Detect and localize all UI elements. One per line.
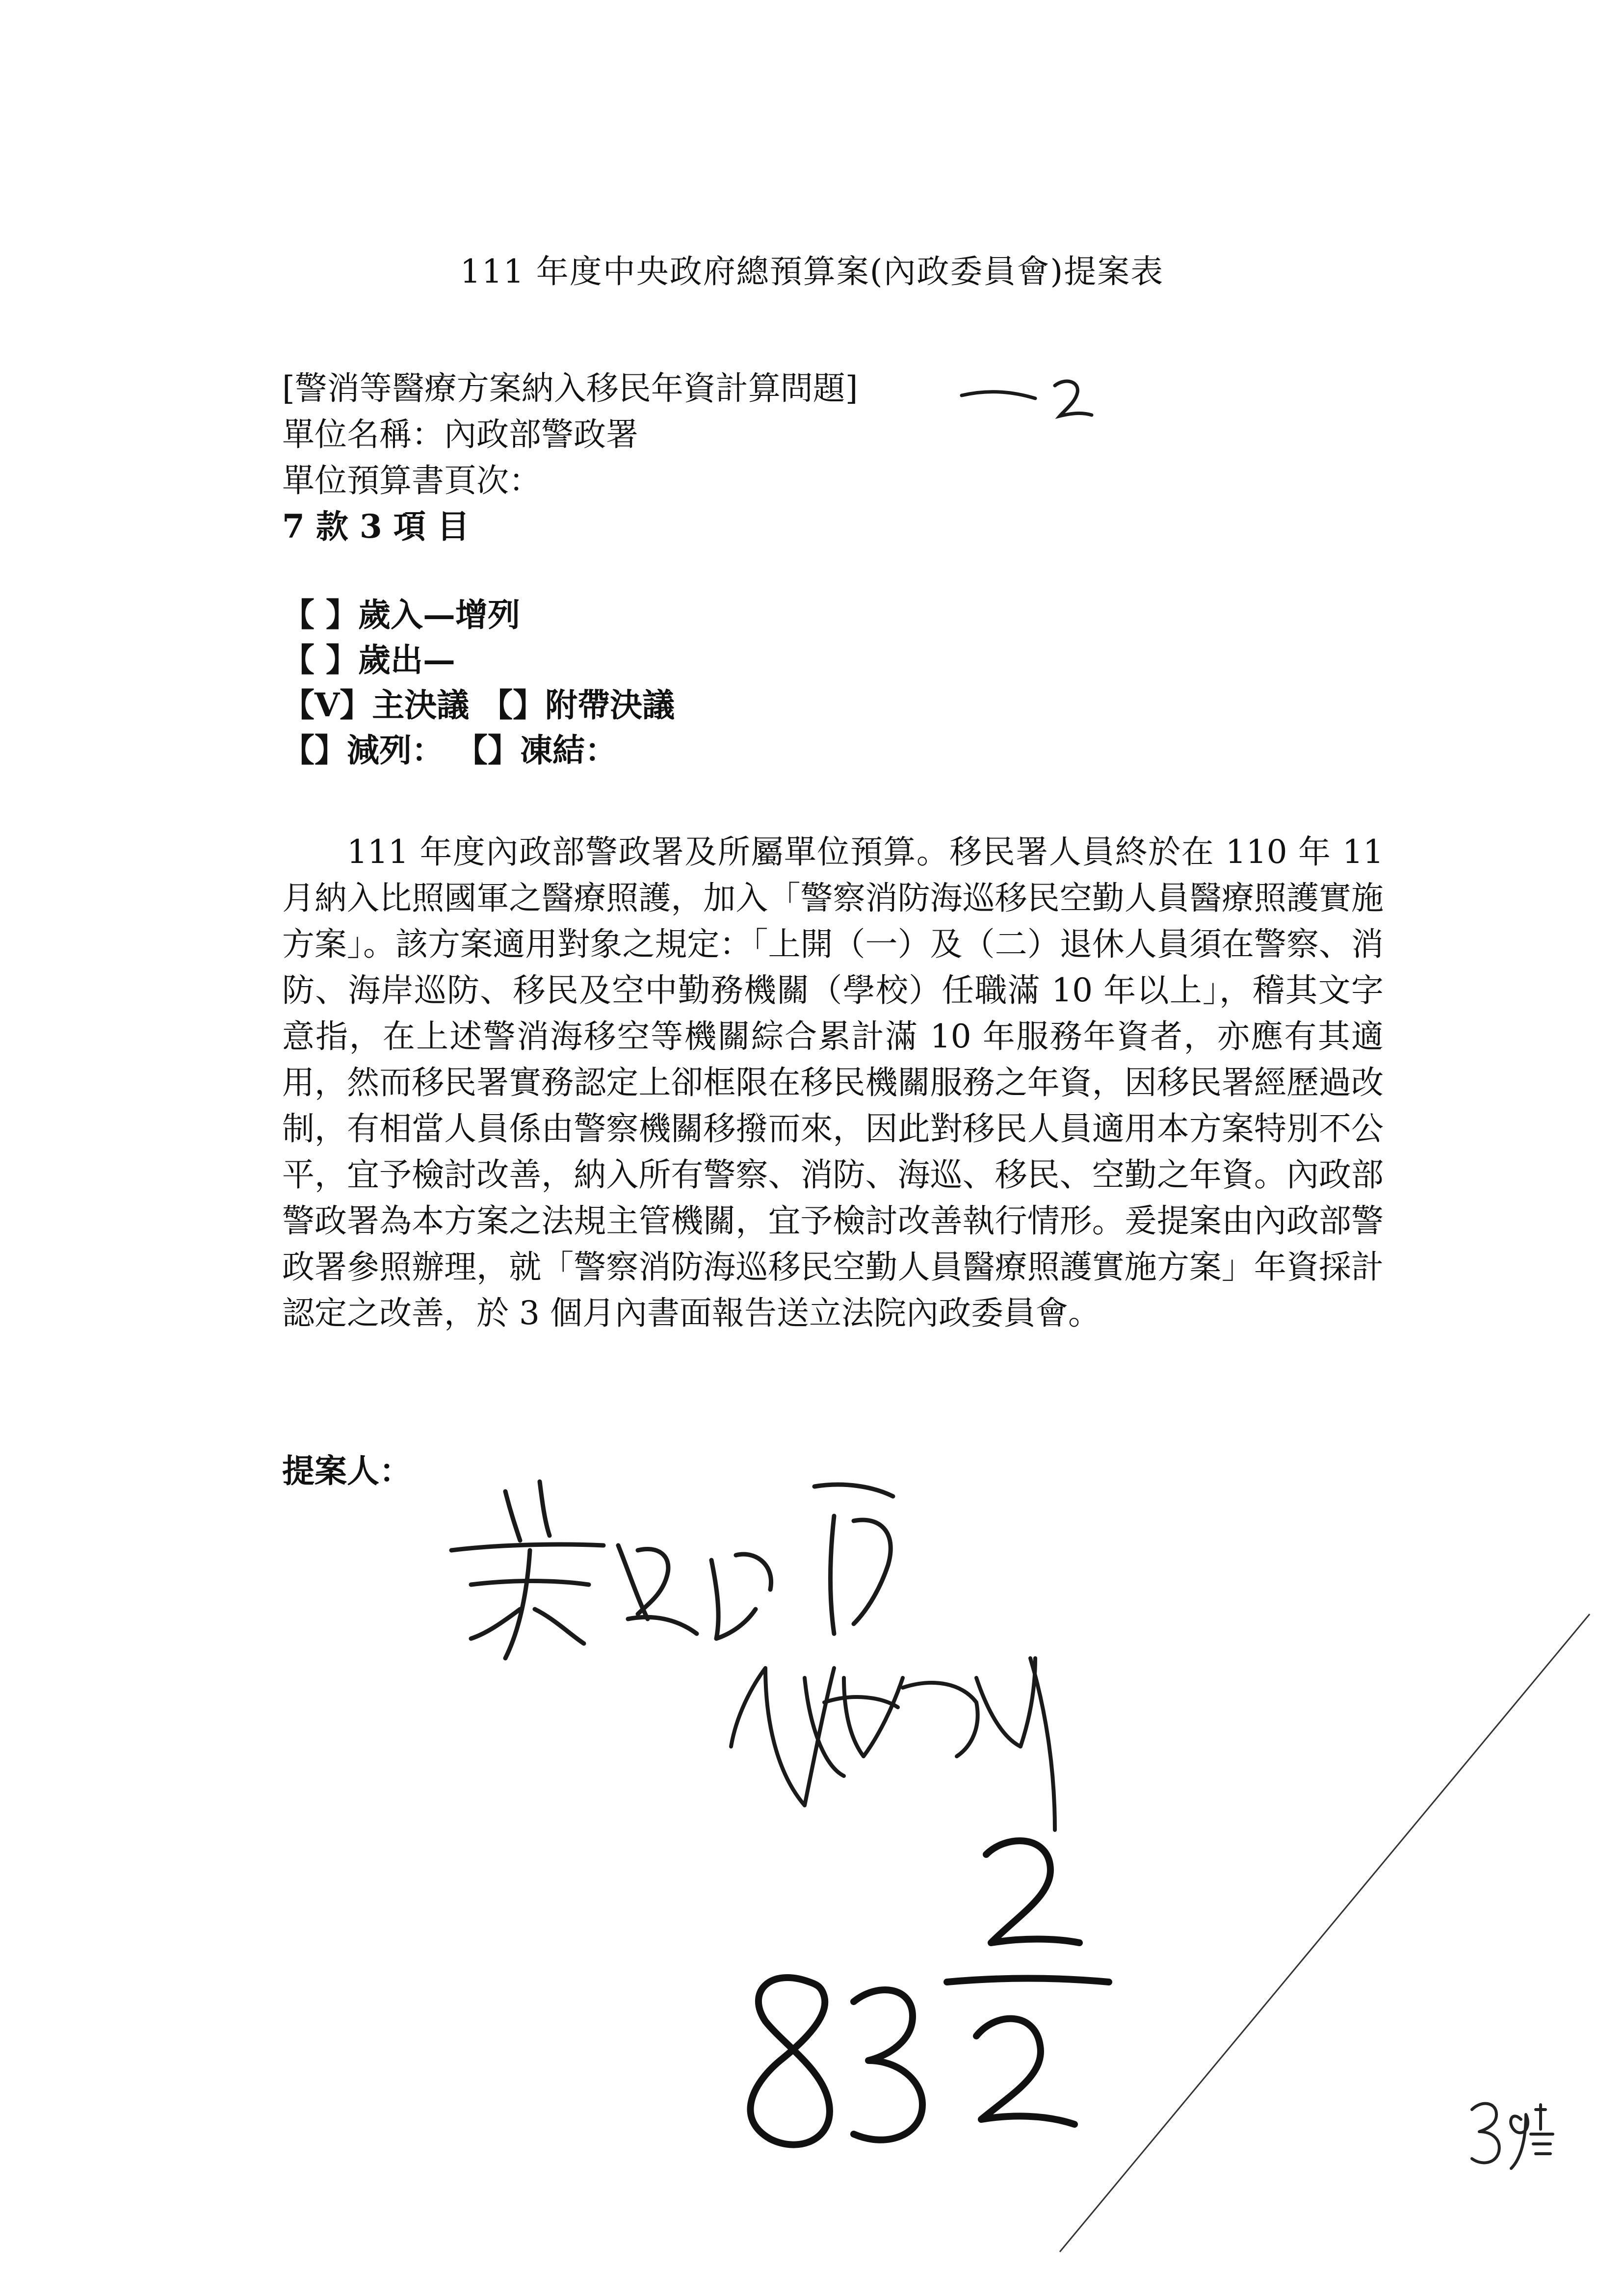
budget-page-ref: 單位預算書頁次： — [282, 462, 541, 499]
topic-handwritten-mark — [962, 381, 1092, 416]
budget-item-ref: 7 款 3 項 目 — [282, 507, 470, 546]
signature-1 — [451, 1482, 893, 1658]
proposer-label: 提案人： — [282, 1452, 412, 1490]
option-resolution: 【V】主決議 【】附帶決議 — [282, 686, 675, 724]
proposal-body: 111 年度內政部警政署及所屬單位預算。移民署人員終於在 110 年 11 月納入比照國軍之醫療照護，加入「警察消防海巡移民空勤人員醫療照護實施方案」。該方案適用對象之規定：「上開（一）及（二）退休人員須在警察、消防、海岸巡防、移民及空中勤務機關（學校）任職滿 10 年以上」，稽其文字意指，在上述警消海移空等機關綜合累計滿 10 年服務年資者，亦應有其適用，然而移民署實務認定上卻框限在移民機關服務之年資，因移民署經歷過改制，有相當人員係由警察機關移撥而來，因此對移民人員適用本方案特別不公平，宜予檢討改善，納入所有警察、消防、海巡、移民、空勤之年資。內政部警政署為本方案之法規主管機關，宜予檢討改善執行情形。爰提案由內政部警政署參照辦理，就「警察消防海巡移民空勤人員醫療照護實施方案」年資採計認定之改善，於 3 個月內書面報告送立法院內政委員會。 — [282, 833, 1384, 1332]
option-expenditure: 【 】歲出— — [282, 641, 455, 679]
handwritten-number — [751, 1841, 1109, 2144]
diagonal-strike-line — [1060, 1614, 1590, 2252]
document-title: 111 年度中央政府總預算案(內政委員會)提案表 — [460, 253, 1164, 290]
proposal-topic: [警消等醫療方案納入移民年資計算問題] — [282, 369, 858, 407]
signature-2 — [731, 1658, 1055, 1830]
page-mark — [1472, 2104, 1553, 2168]
option-cut-freeze: 【】減列： 【】凍結： — [282, 731, 617, 769]
option-revenue: 【 】歲入—增列 — [282, 596, 520, 634]
unit-name: 單位名稱：內政部警政署 — [282, 416, 638, 453]
